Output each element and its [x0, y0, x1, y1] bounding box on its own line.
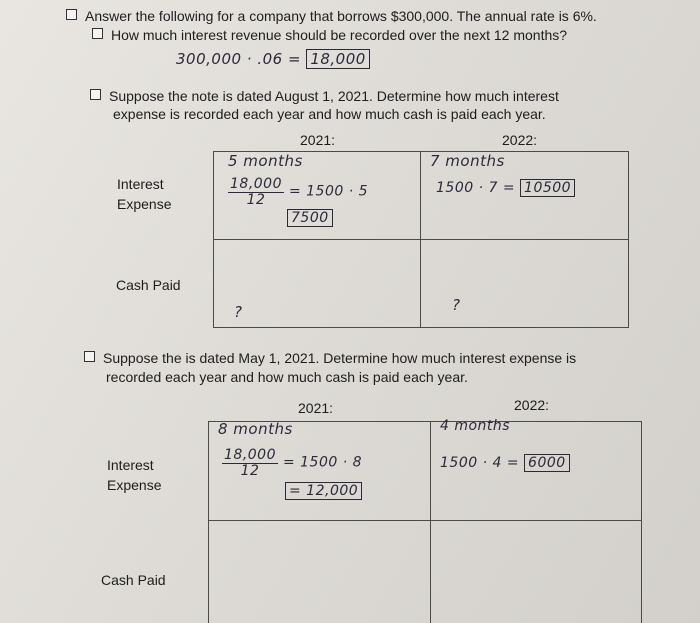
- part2-hw-months-2021: 8 months: [218, 420, 293, 438]
- part2-line1: Suppose the is dated May 1, 2021. Determine how much interest expense is: [103, 350, 577, 366]
- part2-row-interest: [107, 455, 161, 495]
- checkbox-icon: [66, 9, 77, 20]
- part1-hw-cash-2022: ?: [452, 296, 461, 314]
- part1-hw-answer-2021: 7500: [287, 209, 333, 227]
- part1-hw-months-2021: 5 months: [228, 152, 303, 170]
- part1-line1: Suppose the note is dated August 1, 2021. Determine how much interest: [109, 88, 559, 104]
- part1-row-cash: Cash Paid: [116, 277, 181, 293]
- revenue-question-text: How much interest revenue should be recorded over the next 12 months?: [111, 27, 568, 43]
- part2-row-interest-line2: Expense: [107, 477, 162, 493]
- part2-grid-center: [430, 421, 431, 623]
- hw-revenue-answer: 18,000: [306, 49, 370, 69]
- main-question-text: Answer the following for a company that borrows $300,000. The annual rate is 6%.: [85, 8, 597, 24]
- part2-hw-calc-2021: [222, 447, 362, 478]
- part2-prompt-line2: recorded each year and how much cash is paid each year.: [106, 369, 468, 385]
- handwritten-revenue: [176, 50, 370, 68]
- part1-grid-right: [628, 151, 629, 328]
- part1-hw-fraction: [228, 176, 284, 207]
- part1-hw-frac-num: 18,000: [230, 176, 282, 192]
- part1-hw-answer-2022: 10500: [520, 179, 575, 197]
- part1-grid-bottom: [213, 327, 629, 328]
- checkbox-icon: [92, 28, 103, 39]
- checkbox-icon: [90, 89, 101, 100]
- part1-prompt-line2: expense is recorded each year and how much cash is paid each year.: [113, 106, 546, 122]
- part1-hw-frac-den: 12: [246, 192, 266, 208]
- part1-grid-mid: [213, 239, 629, 240]
- part1-hw-calc-2021: [228, 176, 368, 207]
- part1-grid-left: [213, 151, 214, 328]
- part1-hw-calc-2021-text: = 1500 · 5: [288, 183, 369, 200]
- part1-hw-calc-2022-text: 1500 · 7 =: [436, 180, 516, 196]
- part1-row-interest: [117, 174, 171, 214]
- hw-revenue-calc: 300,000 · .06 =: [176, 50, 302, 68]
- part2-hw-answer-2021: = 12,000: [285, 482, 362, 500]
- part2-hw-months-2022: 4 months: [440, 418, 511, 434]
- checkbox-icon: [84, 351, 95, 362]
- part1-hw-calc-2022: [436, 180, 575, 196]
- part1-col-2021: 2021:: [300, 132, 336, 148]
- part2-hw-frac-num: 18,000: [224, 447, 276, 463]
- part1-col-2022: 2022:: [502, 132, 538, 148]
- part1-grid-center: [420, 151, 421, 328]
- part2-row-interest-line1: Interest: [107, 457, 154, 473]
- revenue-question: [92, 27, 567, 44]
- part2-hw-frac-den: 12: [240, 463, 260, 479]
- part2-row-cash: Cash Paid: [101, 572, 166, 588]
- part1-prompt: [90, 88, 559, 105]
- part2-hw-calc-2021-text: = 1500 · 8: [282, 454, 363, 471]
- part1-hw-cash-2021: ?: [234, 303, 243, 321]
- part2-hw-calc-2022: [440, 455, 570, 471]
- part1-row-interest-line1: Interest: [117, 176, 164, 192]
- part2-grid-mid: [208, 520, 642, 521]
- part1-hw-months-2022: 7 months: [430, 152, 505, 170]
- part2-col-2021: 2021:: [298, 400, 334, 416]
- part1-row-interest-line2: Expense: [117, 196, 172, 212]
- part2-prompt: [84, 350, 576, 367]
- part2-grid-right: [641, 421, 642, 623]
- part2-hw-fraction: [222, 447, 278, 478]
- main-question: [66, 8, 597, 25]
- part2-hw-calc-2022-text: 1500 · 4 =: [440, 455, 520, 471]
- part2-hw-answer-2022: 6000: [524, 454, 570, 472]
- part2-col-2022: 2022:: [514, 397, 550, 413]
- part2-grid-left: [208, 421, 209, 623]
